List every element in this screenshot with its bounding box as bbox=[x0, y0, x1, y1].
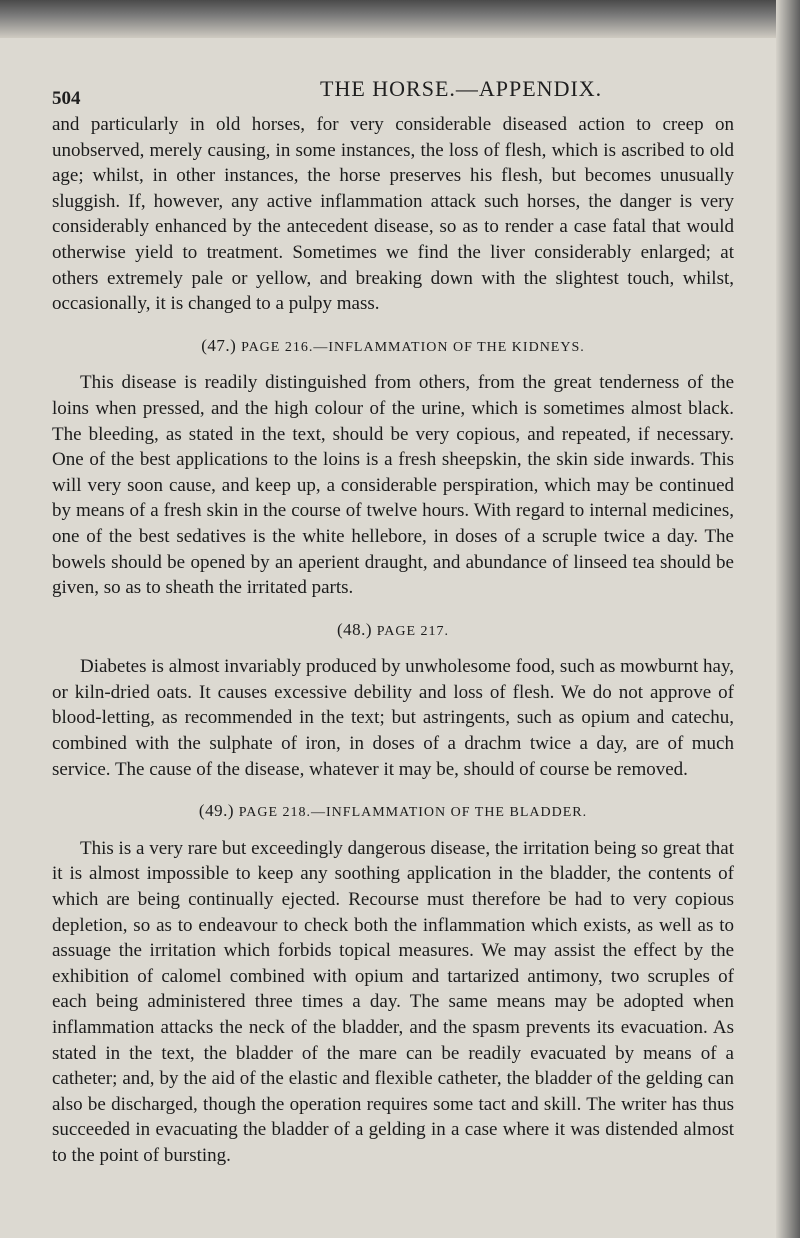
section-title: —INFLAMMATION OF THE BLADDER. bbox=[311, 805, 588, 821]
section-paragraph-49: This is a very rare but exceedingly dangerous disease, the irritation being so great that it is almost impossible to keep any soothing application in the bladder, the contents of which are being continually ejected. Recourse must therefore be had to very copious depletion, so as to endeavour to check both the inflammation which exists, as well as to assuage the irritation which forbids topical measures. We may assist the effect by the exhibition of calomel combined with opium and tartarized antimony, two scruples of each being administered three times a day. The same means may be adopted when inflammation attacks the neck of the bladder, and the spasm prevents its evacuation. As stated in the text, the bladder of the mare can be readily evacuated by means of a catheter; and, by the aid of the elastic and flexible catheter, the bladder of the gelding can also be discharged, though the operation requires some tact and skill. The writer has thus succeeded in evacuating the bladder of a gelding in a case where it was distended almost to the point of bursting. bbox=[52, 837, 734, 1166]
section-heading-47 bbox=[52, 333, 734, 361]
section-page-label: PAGE 217. bbox=[376, 623, 450, 639]
intro-paragraph: and particularly in old horses, for very considerable diseased action to creep on unobserved, merely causing, in some instances, the loss of flesh, which is ascribed to old age; whilst, in other instances, the horse preserves his flesh, but becomes unusually sluggish. If, however, any active inflammation attack such horses, the danger is very considerably enhanced by the antecedent disease, so as to render a case fatal that would otherwise yield to treatment. Sometimes we find the liver considerably enlarged; at others extremely pale or yellow, and breaking down with the slightest touch, whilst, occasionally, it is changed to a pulpy mass. bbox=[52, 114, 734, 315]
section-number: (47.) bbox=[201, 335, 237, 355]
section-heading-48 bbox=[52, 617, 734, 645]
section-number: (48.) bbox=[336, 619, 373, 639]
section-heading-49 bbox=[52, 798, 734, 826]
page-text bbox=[52, 112, 734, 1169]
page-number: 504 bbox=[52, 88, 81, 109]
section-page-label: PAGE 216. bbox=[241, 339, 314, 355]
section-paragraph-47: This disease is readily distinguished from others, from the great tenderness of the loins when pressed, and the high colour of the urine, which is sometimes almost black. The bleeding, as stated in the text, should be very copious, and repeated, if necessary. One of the best applications to the loins is a fresh sheepskin, the skin side inwards. This will very soon cause, and keep up, a considerable perspiration, which may be continued by means of a fresh skin in the course of twelve hours. With regard to internal medicines, one of the best sedatives is the white hellebore, in doses of a scruple twice a day. The bowels should be opened by an aperient draught, and abundance of linseed tea should be given, so as to sheath the irritated parts. bbox=[52, 372, 734, 599]
section-page-label: PAGE 218. bbox=[238, 805, 312, 821]
running-title: THE HORSE.—APPENDIX. bbox=[320, 76, 603, 101]
section-title: —INFLAMMATION OF THE KIDNEYS. bbox=[313, 339, 585, 355]
section-number: (49.) bbox=[198, 801, 234, 821]
section-paragraph-48: Diabetes is almost invariably produced by unwholesome food, such as mowburnt hay, or kiln-dried oats. It causes excessive debility and loss of flesh. We do not approve of blood-letting, as recommended in the text; but astringents, such as opium and catechu, combined with the sulphate of iron, in doses of a drachm twice a day, are of much service. The cause of the disease, whatever it may be, should of course be removed. bbox=[52, 656, 734, 780]
page-header bbox=[52, 76, 702, 110]
